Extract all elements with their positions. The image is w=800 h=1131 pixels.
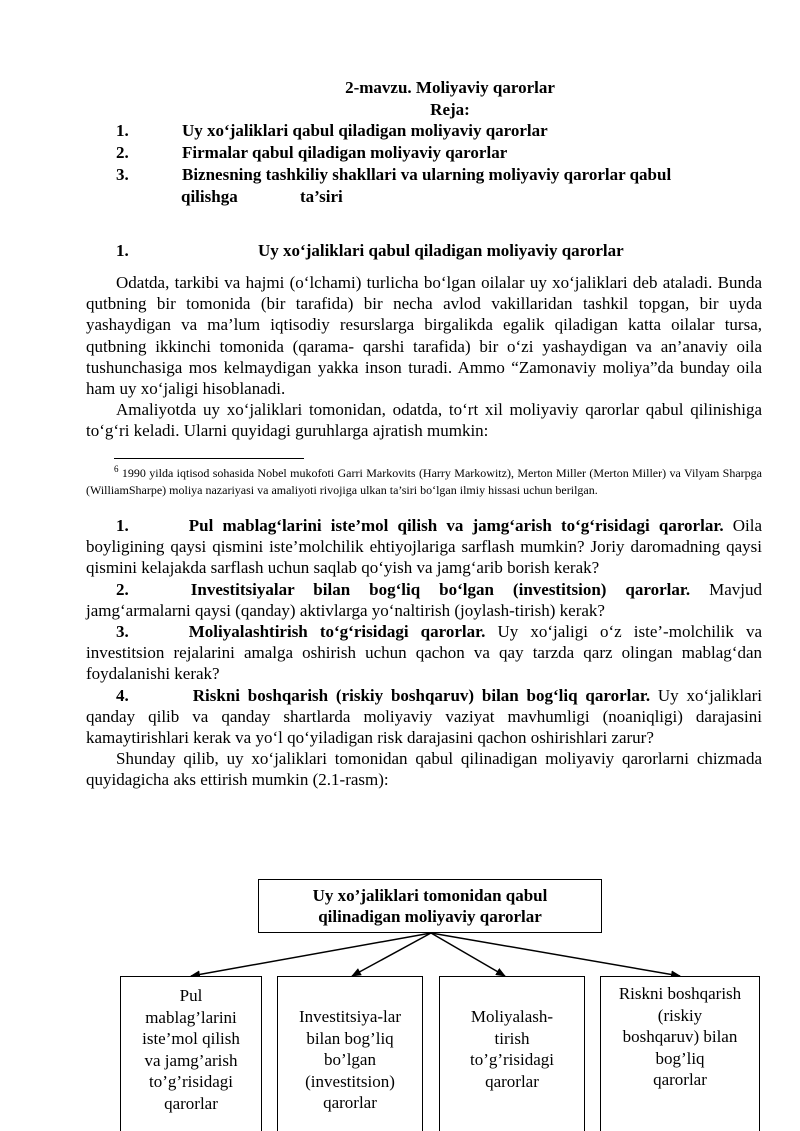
- decision-description: Mavjud jamg‘armalarni qaysi (qanday) aktivlarga yo‘naltirish (joylash-tirish) kerak?: [86, 579, 762, 620]
- box-line: Moliyalash-: [470, 1007, 554, 1026]
- paragraph: Amaliyotda uy xo‘jaliklari tomonidan, odatda, to‘rt xil moliyaviy qarorlar qabul qilinishiga to‘g‘ri keladi. Ularni quyidagi guruhlarga ajratish mumkin:: [86, 400, 762, 441]
- diagram-root-line: qilinadigan moliyaviy qarorlar: [318, 907, 542, 926]
- box-line: bog’liq: [655, 1048, 705, 1068]
- decision-number: 1.: [116, 516, 129, 535]
- decision-title: Riskni boshqarish (riskiy boshqaruv) bilan bog‘liq qarorlar.: [192, 685, 651, 705]
- section-number: 1.: [116, 241, 129, 260]
- decision-title: Pul mablag‘larini iste’mol qilish va jamg‘arish to‘g‘risidagi qarorlar.: [188, 516, 724, 535]
- plan-item-number: 3.: [116, 165, 129, 184]
- plan-item-text: Biznesning tashkiliy shakllari va ularning moliyaviy qarorlar qabul: [182, 165, 672, 184]
- decision-title: Moliyalashtirish to‘g‘risidagi qarorlar.: [188, 622, 486, 642]
- box-line: mablag’larini: [145, 1007, 237, 1027]
- box-line: qarorlar: [485, 1071, 539, 1091]
- box-line: iste’mol qilish: [142, 1029, 240, 1048]
- section-title: Uy xo‘jaliklari qabul qiladigan moliyaviy qarorlar: [258, 241, 624, 260]
- footnote-mark: 6: [114, 464, 119, 474]
- decision-number: 3.: [116, 622, 129, 642]
- box-line: va jamg’arish: [144, 1050, 238, 1070]
- decision-description: Oila boyligining qaysi qismini iste’molchilik ehtiyojlariga sarflash mumkin? Joriy daromadning qaysi qismini kelajakda sarflash uchun saqlab qo‘yish va jamg‘arib borish kerak?: [86, 516, 762, 578]
- box-line: Investitsiya-lar: [299, 1007, 401, 1026]
- diagram-child-box: [120, 976, 262, 1131]
- footnote-text: 1990 yilda iqtisod sohasida Nobel mukofoti Garri Markovits (Harry Markowitz), Merton Miller (Merton Miller) va Vilyam Sharpga (WilliamSharpe) moliya nazariyasi va amaliyoti rivojiga ulkan ta’siri bo‘lgan ilmiy hissasi uchun berilgan.: [86, 466, 762, 497]
- diagram-child-box: [277, 976, 423, 1131]
- plan-heading: Reja:: [430, 100, 470, 119]
- box-line: qarorlar: [164, 1093, 218, 1113]
- plan-item-text: qilishga: [181, 187, 238, 206]
- box-line: qarorlar: [323, 1093, 377, 1112]
- box-line: Pul: [179, 986, 203, 1005]
- diagram-child-box: [439, 976, 585, 1131]
- paragraph: Odatda, tarkibi va hajmi (o‘lchami) turlicha bo‘lgan oilalar uy xo‘jaliklari deb ataladi. Bunda qutbning bir tomonida (bir tarafida) bir necha avlod vakillaridan tashkil topgan, bir uyda yashaydigan va ma’lum iqtisodiy resurslarga birgalikda egalik qiladigan katta oilalar tursa, qutbning ikkinchi tomonida (qarama- qarshi tarafida) bir o‘zi yashaydigan va an’anaviy oila tushunchasiga mos kelmaydigan yakka inson turadi. Ammo “Zamonaviy moliya”da bunday oila ham uy xo‘jaligi hisoblanadi.: [86, 273, 762, 399]
- plan-item-text: ta’siri: [299, 187, 343, 206]
- diagram-child-box: [600, 976, 760, 1131]
- plan-item-number: 2.: [116, 143, 129, 162]
- box-line: to’g’risidagi: [148, 1072, 234, 1091]
- diagram-root-line: Uy xo’jaliklari tomonidan qabul: [312, 885, 548, 905]
- box-line: bo’lgan: [324, 1050, 376, 1069]
- diagram-root-box: [258, 879, 602, 933]
- box-line: Riskni boshqarish: [618, 984, 742, 1003]
- box-line: bilan bog’liq: [306, 1028, 394, 1048]
- summary-paragraph: Shunday qilib, uy xo‘jaliklari tomonidan qabul qilinadigan moliyaviy qarorlarni chizmada quyidagicha aks ettirish mumkin (2.1-rasm):: [86, 749, 762, 790]
- decision-number: 4.: [116, 685, 129, 705]
- box-line: tirish: [494, 1028, 530, 1048]
- box-line: (riskiy: [657, 1005, 703, 1025]
- decision-description: Uy xo‘jaliklari qanday qilib va qanday shartlarda moliyaviy vaziyat mavhumligi (noaniqligi) darajasini kamaytirishlari kerak va yo‘l qo‘yiladigan risk darajasini qachon oshirishlari zarur?: [86, 685, 762, 748]
- plan-item-number: 1.: [116, 121, 129, 140]
- plan-item-text: Uy xo‘jaliklari qabul qiladigan moliyaviy qarorlar: [182, 121, 548, 140]
- box-line: (investitsion): [305, 1071, 395, 1091]
- box-line: boshqaruv) bilan: [622, 1027, 738, 1046]
- decision-number: 2.: [116, 579, 129, 599]
- decision-description: Uy xo‘jaligi o‘z iste’-molchilik va investitsion rejalarini amalga oshirish uchun qachon va qay tarzda qarz olingan mablag‘dan foydalanishi kerak?: [86, 622, 762, 684]
- decision-title: Investitsiyalar bilan bog‘liq bo‘lgan (investitsion) qarorlar.: [190, 579, 691, 599]
- page-title: 2-mavzu. Moliyaviy qarorlar: [345, 78, 555, 97]
- plan-item-text: Firmalar qabul qiladigan moliyaviy qarorlar: [182, 143, 508, 162]
- connector-arrow: [191, 933, 431, 976]
- box-line: to’g’risidagi: [469, 1050, 555, 1069]
- box-line: qarorlar: [653, 1070, 707, 1089]
